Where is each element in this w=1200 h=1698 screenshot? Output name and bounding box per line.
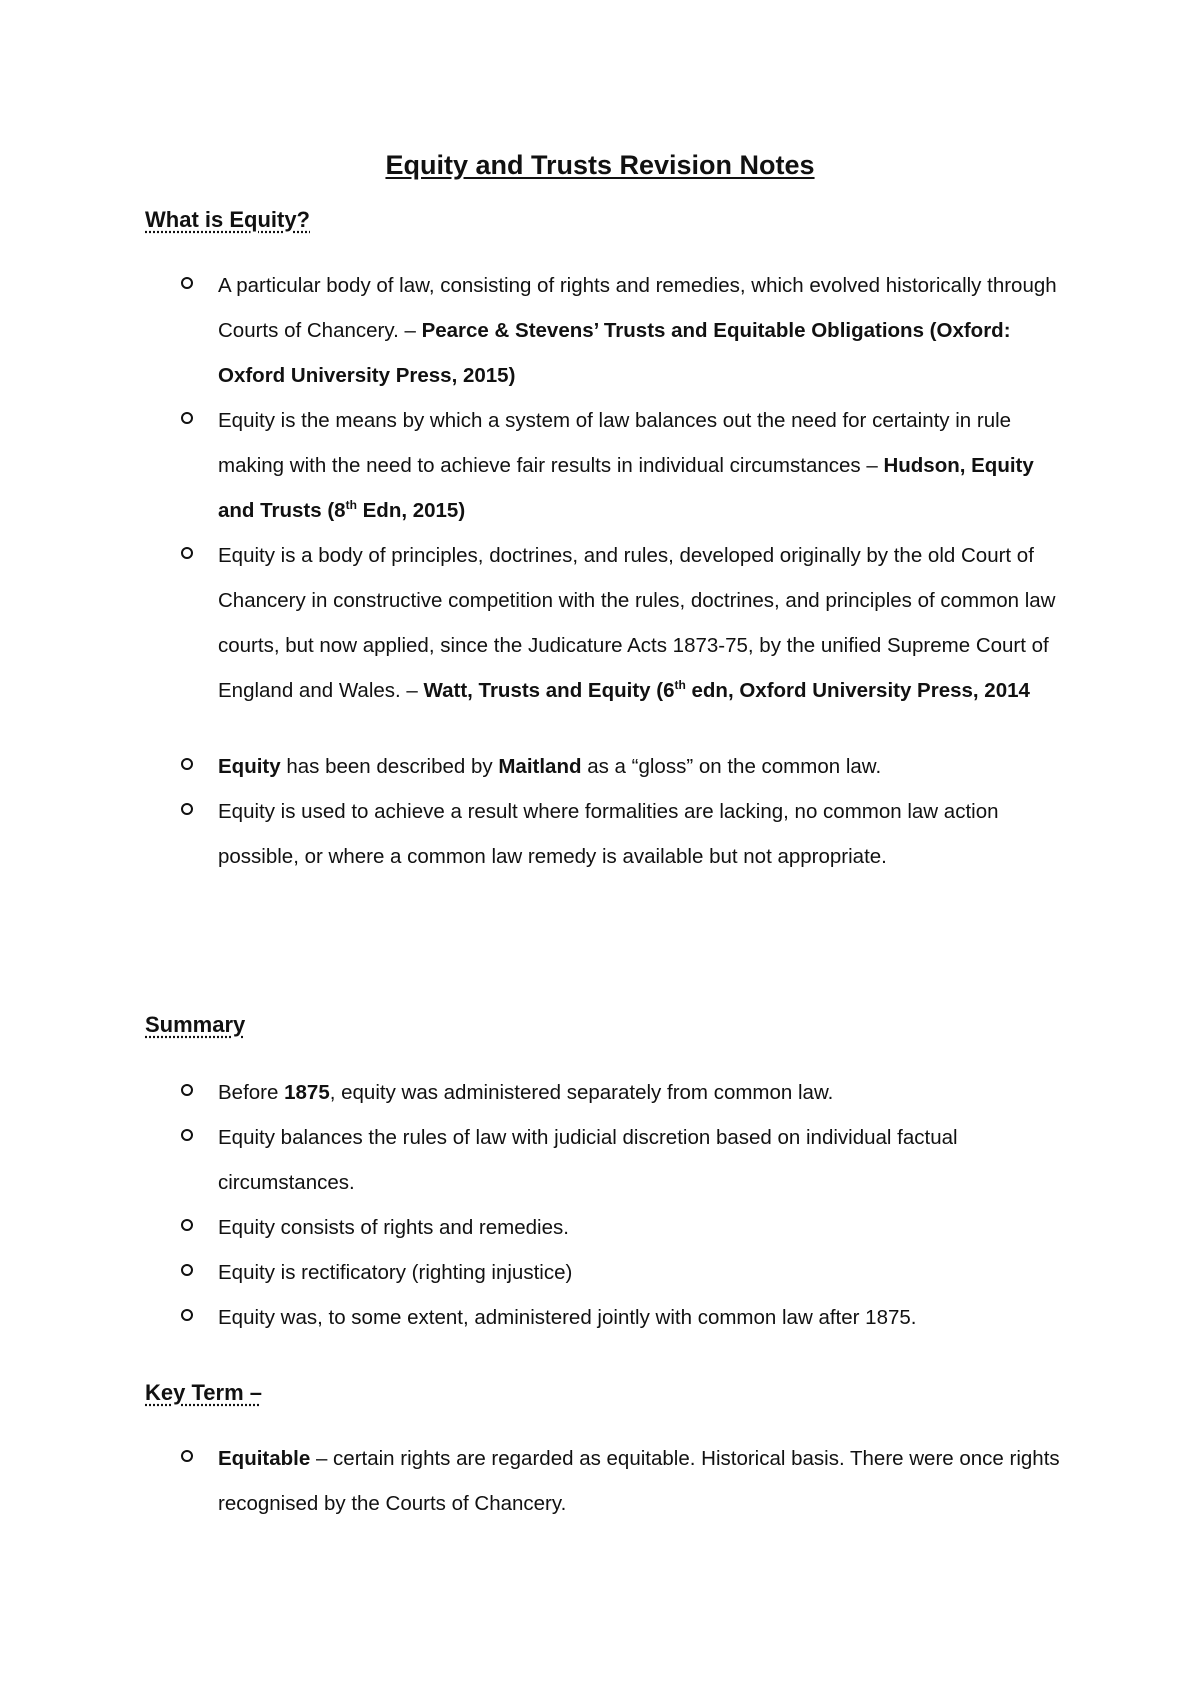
heading-summary: Summary: [145, 1012, 246, 1037]
circle-bullet-icon: [181, 277, 193, 289]
circle-bullet-icon: [181, 1309, 193, 1321]
circle-bullet-icon: [181, 1219, 193, 1231]
circle-bullet-icon: [181, 412, 193, 424]
list-item: Equity is rectificatory (righting injustice): [0, 1250, 1200, 1295]
list-item: Equity has been described by Maitland as a “gloss” on the common law.: [0, 744, 1200, 789]
heading-key-term: Key Term –: [145, 1380, 262, 1405]
circle-bullet-icon: [181, 1450, 193, 1462]
summary-list: [0, 1070, 1200, 1340]
list-item: Equity is the means by which a system of law balances out the need for certainty in rule making with the need to achieve fair results in individual circumstances – Hudson, Equity and Trusts (8th Edn, 2015): [0, 398, 1200, 533]
list-item: Equity consists of rights and remedies.: [0, 1205, 1200, 1250]
circle-bullet-icon: [181, 758, 193, 770]
circle-bullet-icon: [181, 1084, 193, 1096]
heading-what-is-equity: What is Equity?: [145, 207, 310, 232]
circle-bullet-icon: [181, 1264, 193, 1276]
list-item: Equity is used to achieve a result where formalities are lacking, no common law action possible, or where a common law remedy is available but not appropriate.: [0, 789, 1200, 879]
circle-bullet-icon: [181, 547, 193, 559]
circle-bullet-icon: [181, 803, 193, 815]
list-item: Equity balances the rules of law with judicial discretion based on individual factual circumstances.: [0, 1115, 1200, 1205]
what-is-equity-list: [0, 263, 1200, 879]
list-item: Equity is a body of principles, doctrines, and rules, developed originally by the old Court of Chancery in constructive competition with the rules, doctrines, and principles of common law courts, but now applied, since the Judicature Acts 1873-75, by the unified Supreme Court of England and Wales. – Watt, Trusts and Equity (6th edn, Oxford University Press, 2014: [0, 533, 1200, 713]
document-title: Equity and Trusts Revision Notes: [385, 150, 815, 180]
list-item: Equity was, to some extent, administered jointly with common law after 1875.: [0, 1295, 1200, 1340]
list-item: A particular body of law, consisting of rights and remedies, which evolved historically through Courts of Chancery. – Pearce & Stevens’ Trusts and Equitable Obligations (Oxford: Oxford University Press, 2015): [0, 263, 1200, 398]
circle-bullet-icon: [181, 1129, 193, 1141]
key-term-list: [0, 1436, 1200, 1526]
list-item: Before 1875, equity was administered separately from common law.: [0, 1070, 1200, 1115]
list-item: Equitable – certain rights are regarded as equitable. Historical basis. There were once rights recognised by the Courts of Chancery.: [0, 1436, 1200, 1526]
